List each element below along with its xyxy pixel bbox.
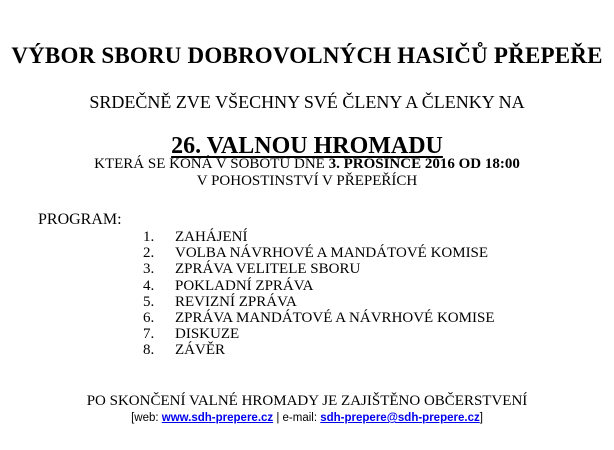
list-item-number: 8.	[143, 342, 155, 359]
list-item	[143, 245, 494, 261]
list-item-number: 6.	[143, 309, 155, 326]
list-item	[143, 278, 494, 294]
list-item-label: ZAHÁJENÍ	[175, 229, 248, 245]
list-item-label: DISKUZE	[175, 326, 240, 343]
email-link[interactable]: sdh-prepere@sdh-prepere.cz	[320, 412, 480, 424]
list-item-label: VOLBA NÁVRHOVÉ A MANDÁTOVÉ KOMISE	[175, 245, 489, 262]
footer-separator: | e-mail:	[273, 412, 321, 424]
list-item-label: REVIZNÍ ZPRÁVA	[175, 293, 297, 310]
footer-suffix: ]	[479, 412, 483, 424]
venue-line: V POHOSTINSTVÍ V PŘEPEŘÍCH	[196, 173, 418, 189]
list-item-number: 1.	[143, 229, 155, 245]
date-line-bold: 3. PROSINCE 2016 OD 18:00	[328, 156, 520, 172]
list-item-number: 5.	[143, 293, 155, 310]
list-item	[143, 326, 494, 342]
closing-note: PO SKONČENÍ VALNÉ HROMADY JE ZAJIŠTĚNO OBČERSTVENÍ	[86, 393, 528, 409]
list-item-number: 3.	[143, 261, 155, 278]
list-item-number: 2.	[143, 245, 155, 262]
list-item-number: 7.	[143, 326, 155, 343]
website-link[interactable]: www.sdh-prepere.cz	[161, 412, 274, 424]
list-item	[143, 342, 494, 358]
list-item	[143, 310, 494, 326]
list-item	[143, 294, 494, 310]
date-line-prefix: KTERÁ SE KONÁ V SOBOTU DNE	[94, 156, 329, 172]
list-item-number: 4.	[143, 277, 155, 294]
program-list	[143, 229, 494, 359]
list-item	[143, 261, 494, 277]
list-item-label: ZPRÁVA VELITELE SBORU	[175, 261, 361, 278]
date-and-venue-block	[0, 156, 614, 190]
invitation-line: SRDEČNĚ ZVE VŠECHNY SVÉ ČLENY A ČLENKY NA	[89, 92, 525, 112]
list-item-label: ZPRÁVA MANDÁTOVÉ A NÁVRHOVÉ KOMISE	[175, 309, 495, 326]
list-item-label: POKLADNÍ ZPRÁVA	[175, 277, 314, 294]
program-label: PROGRAM:	[38, 211, 122, 228]
page-title: VÝBOR SBORU DOBROVOLNÝCH HASIČŮ PŘEPEŘE	[11, 43, 603, 69]
list-item-label: ZÁVĚR	[175, 342, 225, 359]
list-item	[143, 229, 494, 245]
main-heading-text: 26. VALNOU HROMADU	[171, 132, 443, 159]
footer-contact	[0, 412, 614, 426]
footer-prefix: [web:	[131, 412, 162, 424]
